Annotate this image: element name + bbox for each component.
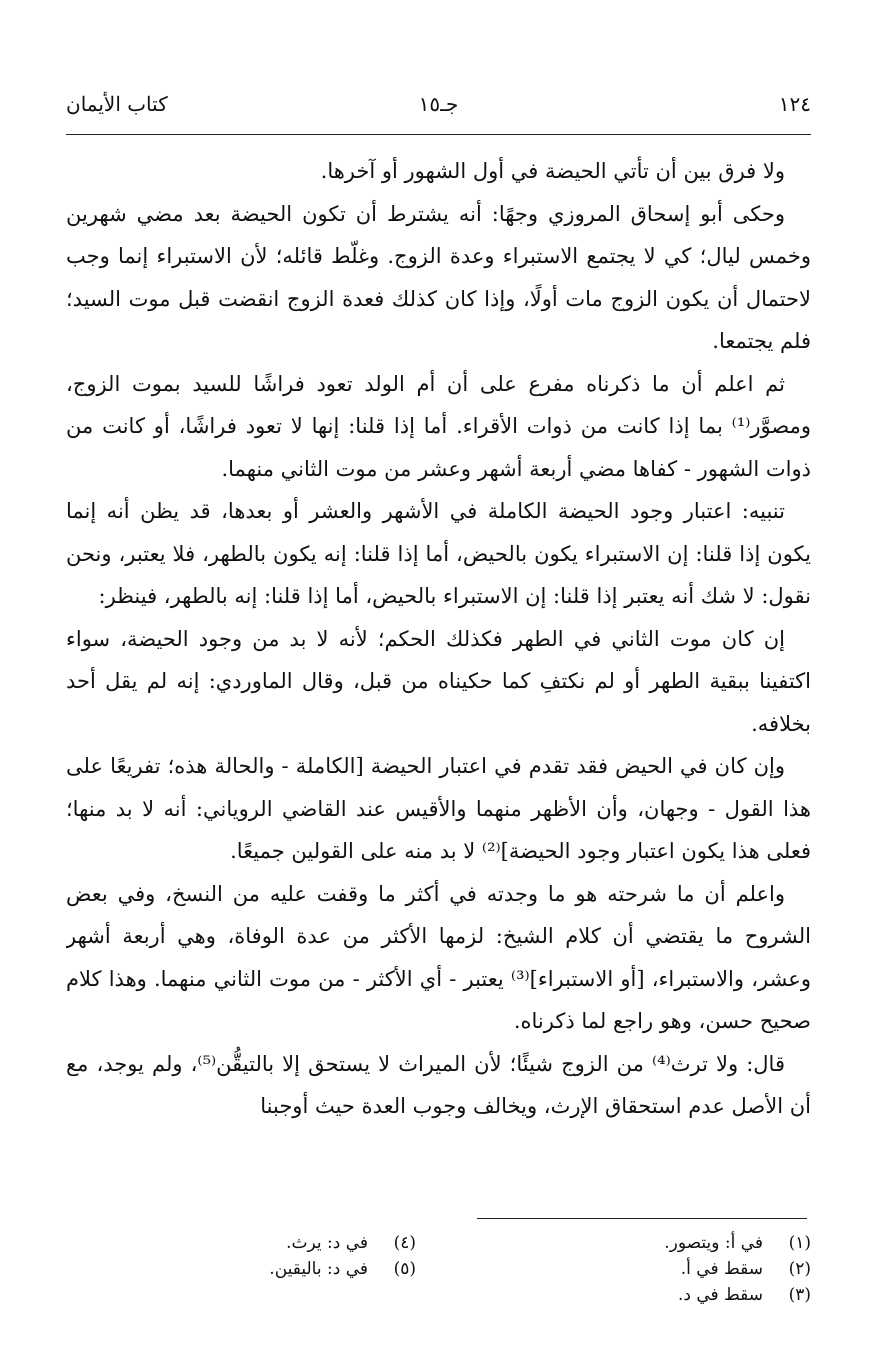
footnote-item: [471, 1256, 811, 1282]
footnote-text: في د: يرث.: [286, 1233, 368, 1253]
footnote-text: في د: باليقين.: [269, 1259, 368, 1279]
footnote-column-right: [471, 1230, 811, 1308]
paragraph: واعلم أن ما شرحته هو ما وجدته في أكثر ما وقفت عليه من النسخ، وفي بعض الشروح ما يقتضي أن كلام الشيخ: لزمها الأكثر من عدة الوفاة، وهي أربعة أشهر وعشر، والاستبراء، [أو الاستبراء]⁽³⁾ يعتبر - أي الأكثر - من موت الثاني منهما. وهذا كلام صحيح حسن، وهو راجع لما ذكرناه.: [66, 881, 811, 1033]
paragraph: وإن كان في الحيض فقد تقدم في اعتبار الحيضة [الكاملة - والحالة هذه؛ تفريعًا على هذا القول - وجهان، وأن الأظهر منهما والأقيس عند القاضي الروياني: أنه لا بد منها؛ فعلى هذا يكون اعتبار وجود الحيضة]⁽²⁾ لا بد منه على القولين جميعًا.: [66, 754, 811, 863]
paragraph: وحكى أبو إسحاق المروزي وجهًا: أنه يشترط أن تكون الحيضة بعد مضي شهرين وخمس ليال؛ كي لا يجتمع الاستبراء وعدة الزوج. وغلّط قائله؛ لأن الاستبراء إنما وجب لاحتمال أن يكون الزوج مات أولًا، وإذا كان كذلك فعدة الزوج انقضت قبل موت السيد؛ فلم يجتمعا.: [66, 201, 811, 353]
footnote-item: [471, 1230, 811, 1256]
paragraph: إن كان موت الثاني في الطهر فكذلك الحكم؛ لأنه لا بد من وجود الحيضة، سواء اكتفينا ببقية الطهر أو لم نكتفِ كما حكيناه من قبل، وقال الماوردي: إنه لم يقل أحد بخلافه.: [66, 626, 811, 736]
footnote-divider: [477, 1218, 807, 1219]
paragraph: تنبيه: اعتبار وجود الحيضة الكاملة في الأشهر والعشر أو بعدها، قد يظن أنه إنما يكون إذا قلنا: إن الاستبراء يكون بالحيض، أما إذا قلنا: إنه يكون بالطهر، فلا يعتبر، ونحن نقول: لا شك أنه يعتبر إذا قلنا: إن الاستبراء بالحيض، أما إذا قلنا: إنه بالطهر، فينظر:: [66, 499, 811, 608]
footnote-text: سقط في أ.: [680, 1259, 763, 1279]
footnote-column-left: [76, 1230, 416, 1282]
footnotes: [66, 1230, 811, 1330]
footnote-number: (٣): [788, 1285, 811, 1305]
paragraph: قال: ولا ترث⁽⁴⁾ من الزوج شيئًا؛ لأن الميراث لا يستحق إلا بالتيقُّن⁽⁵⁾، ولم يوجد، مع أن الأصل عدم استحقاق الإرث، ويخالف وجوب العدة حيث أوجبنا: [66, 1051, 811, 1118]
paragraph: ثم اعلم أن ما ذكرناه مفرع على أن أم الولد تعود فراشًا للسيد بموت الزوج، ومصوَّر⁽¹⁾ بما إذا كانت من ذوات الأقراء. أما إذا قلنا: إنها لا تعود فراشًا، أو كانت من ذوات الشهور - كفاها مضي أربعة أشهر وعشر من موت الثاني منهما.: [66, 371, 811, 481]
footnote-text: سقط في د.: [677, 1285, 763, 1305]
footnote-number: (٤): [393, 1233, 416, 1253]
footnote-item: [76, 1230, 416, 1256]
footnote-item: [471, 1282, 811, 1308]
page-header: [66, 92, 811, 128]
footnote-number: (٥): [393, 1259, 416, 1279]
footnote-number: (٢): [788, 1259, 811, 1279]
header-divider: [66, 134, 811, 135]
paragraph: ولا فرق بين أن تأتي الحيضة في أول الشهور أو آخرها.: [320, 159, 785, 183]
footnote-number: (١): [788, 1233, 811, 1253]
footnote-item: [76, 1256, 416, 1282]
chapter-title: كتاب الأيمان: [66, 92, 168, 116]
page-number: ١٢٤: [778, 92, 811, 116]
main-text: [66, 150, 811, 1220]
footnote-text: في أ: ويتصور.: [664, 1233, 763, 1253]
volume-number: جـ١٥: [418, 92, 459, 116]
